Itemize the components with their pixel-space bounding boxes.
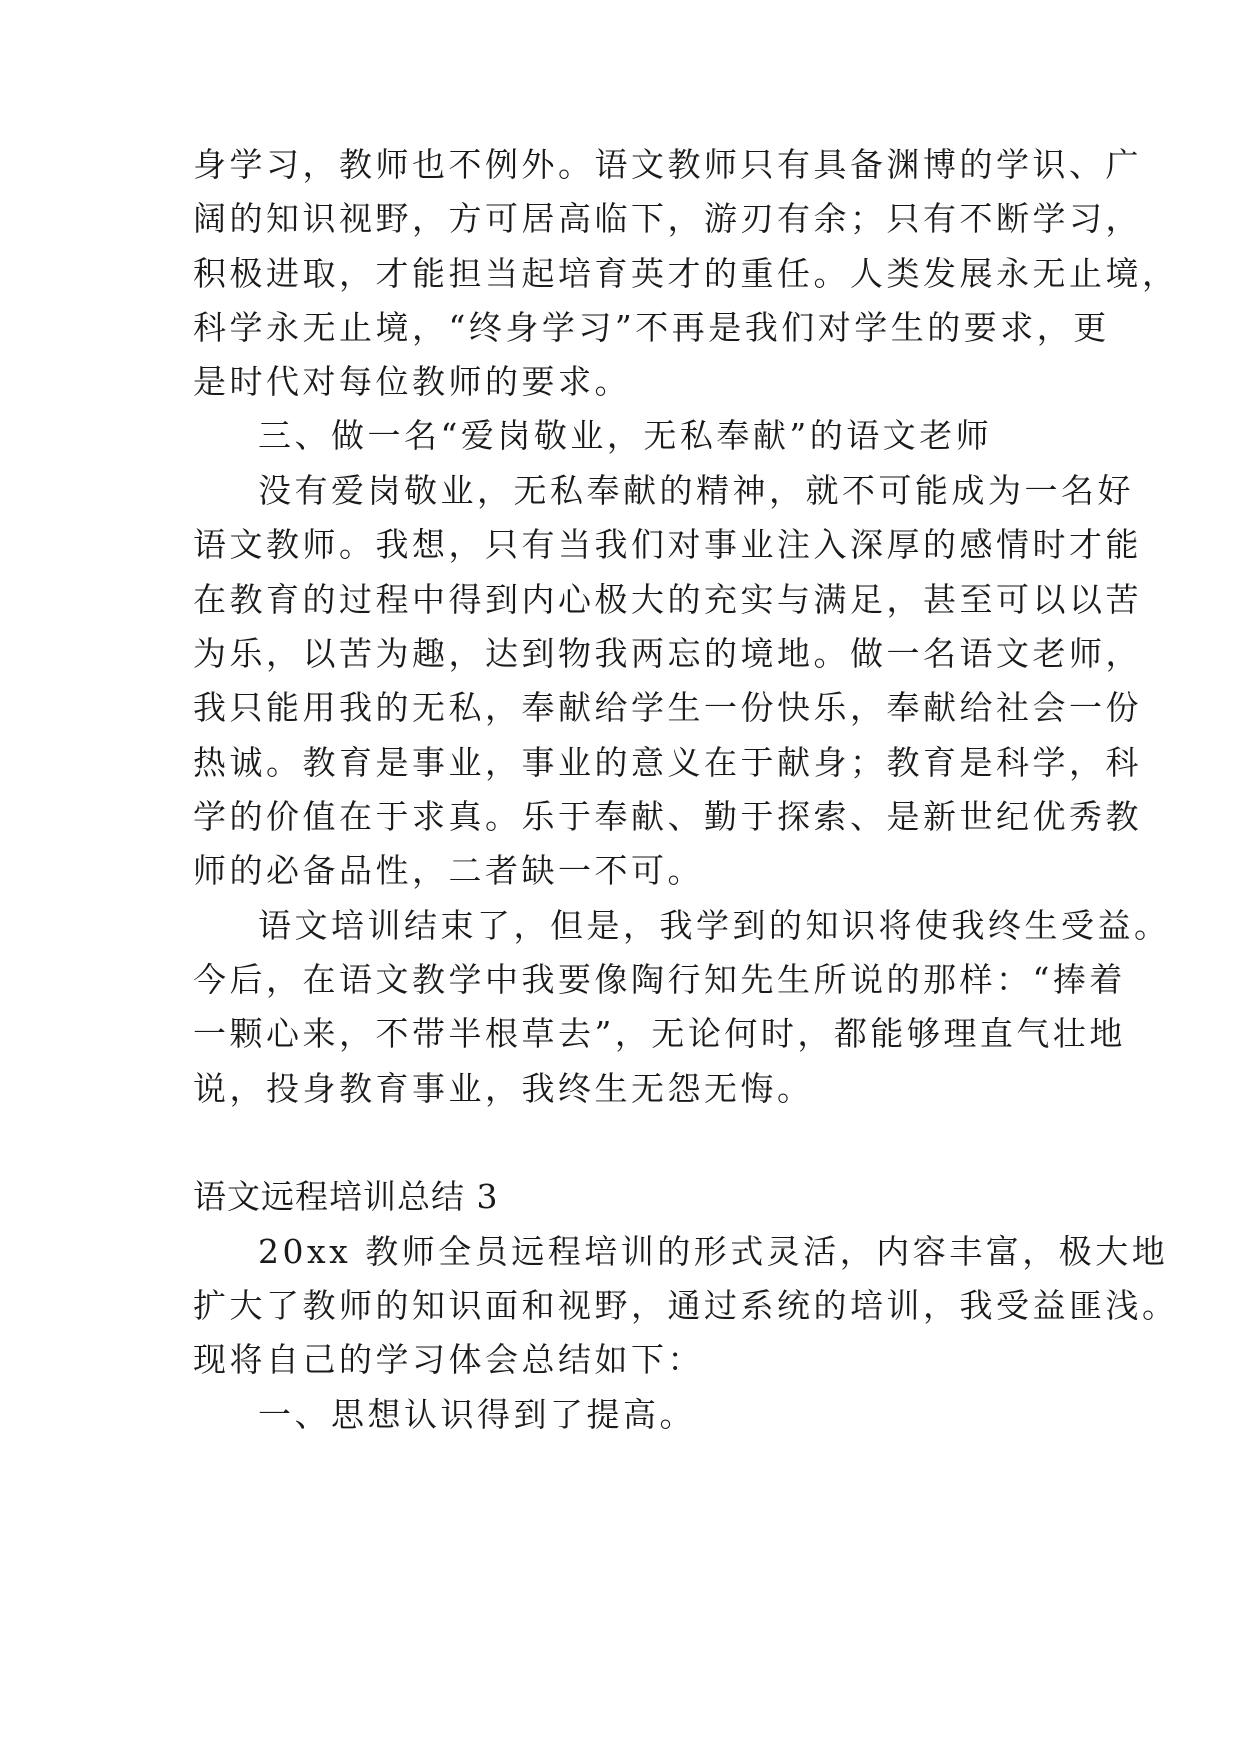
- section-heading: 三、做一名“爱岗敬业，无私奉献”的语文老师: [258, 416, 993, 455]
- text-line: 积极进取，才能担当起培育英才的重任。人类发展永无止境，: [193, 254, 1179, 293]
- text-line: 今后，在语文教学中我要像陶行知先生所说的那样：“捧着: [193, 960, 1126, 999]
- section-heading: 一、思想认识得到了提高。: [258, 1395, 696, 1434]
- text-line: 身学习，教师也不例外。语文教师只有具备渊博的学识、广: [193, 145, 1142, 184]
- text-line: 说，投身教育事业，我终生无怨无悔。: [193, 1069, 814, 1108]
- text-line: 一颗心来，不带半根草去”，无论何时，都能够理直气壮地: [193, 1014, 1126, 1053]
- text-line: 扩大了教师的知识面和视野，通过系统的培训，我受益匪浅。: [193, 1286, 1179, 1325]
- text-line: 师的必备品性，二者缺一不可。: [193, 851, 704, 890]
- text-line: 我只能用我的无私，奉献给学生一份快乐，奉献给社会一份: [193, 688, 1142, 727]
- text-line: 没有爱岗敬业，无私奉献的精神，就不可能成为一名好: [258, 471, 1134, 510]
- text-line: 语文教师。我想，只有当我们对事业注入深厚的感情时才能: [193, 525, 1142, 564]
- text-line: 科学永无止境，“终身学习”不再是我们对学生的要求，更: [193, 308, 1110, 347]
- text-line: 阔的知识视野，方可居高临下，游刃有余；只有不断学习，: [193, 199, 1142, 238]
- text-line: 是时代对每位教师的要求。: [193, 362, 631, 401]
- document-title: 语文远程培训总结 3: [193, 1177, 499, 1216]
- text-line: 为乐，以苦为趣，达到物我两忘的境地。做一名语文老师，: [193, 634, 1142, 673]
- text-line: 语文培训结束了，但是，我学到的知识将使我终生受益。: [258, 906, 1171, 945]
- text-line: 现将自己的学习体会总结如下：: [193, 1340, 704, 1379]
- text-line: 热诚。教育是事业，事业的意义在于献身；教育是科学，科: [193, 743, 1142, 782]
- text-line: 学的价值在于求真。乐于奉献、勤于探索、是新世纪优秀教: [193, 797, 1142, 836]
- text-line: 在教育的过程中得到内心极大的充实与满足，甚至可以以苦: [193, 580, 1142, 619]
- text-line: 20xx 教师全员远程培训的形式灵活，内容丰富，极大地: [258, 1232, 1169, 1271]
